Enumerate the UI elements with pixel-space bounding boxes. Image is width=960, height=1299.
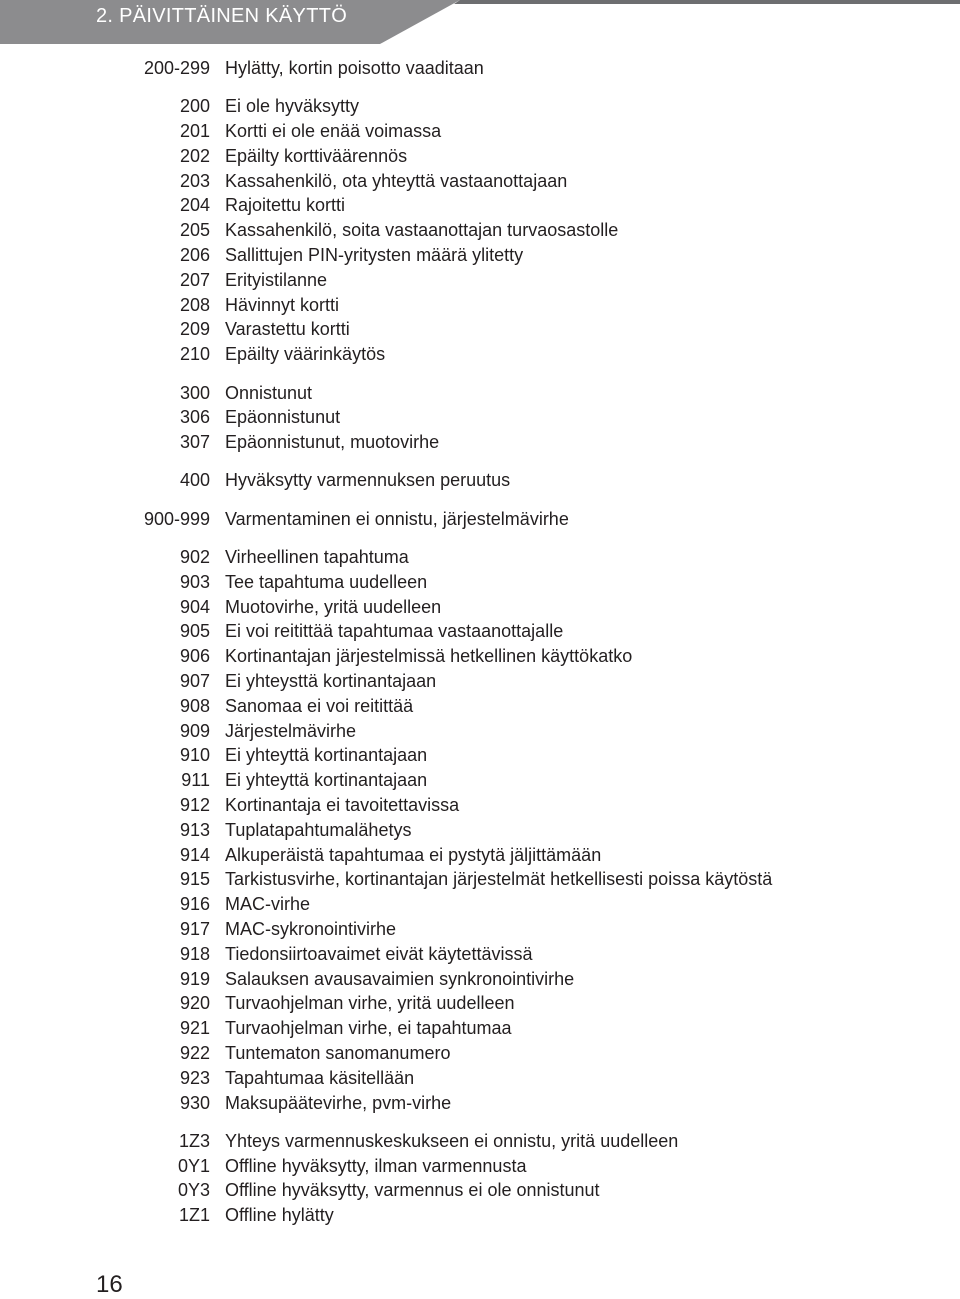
code-description: Kassahenkilö, ota yhteyttä vastaanottajaan — [225, 170, 568, 191]
code-row — [0, 743, 960, 768]
code-number: 0Y1 — [177, 1155, 210, 1176]
code-row — [0, 243, 960, 268]
code-description: Offline hylätty — [225, 1205, 334, 1226]
code-row — [0, 867, 960, 892]
code-row — [0, 843, 960, 868]
code-number: 300 — [179, 382, 210, 403]
code-description: Ei yhteyttä kortinantajaan — [225, 745, 428, 766]
code-row — [0, 1016, 960, 1041]
code-number: 204 — [179, 195, 210, 216]
code-number: 201 — [179, 121, 210, 142]
code-number: 307 — [179, 432, 210, 453]
code-description: Varastettu kortti — [225, 319, 350, 340]
code-description: Epäonnistunut — [225, 407, 341, 428]
code-description: Offline hyväksytty, varmennus ei ole onnistunut — [225, 1180, 600, 1201]
code-number: 907 — [179, 671, 210, 692]
code-number: 905 — [179, 621, 210, 642]
code-number: 1Z3 — [178, 1130, 210, 1151]
code-row — [0, 669, 960, 694]
code-description: Tapahtumaa käsitellään — [225, 1067, 415, 1088]
code-number: 900-999 — [143, 508, 210, 529]
code-number: 209 — [179, 319, 210, 340]
code-number: 930 — [179, 1092, 210, 1113]
code-description: Kortinantajan järjestelmissä hetkellinen käyttökatko — [225, 646, 633, 667]
code-number: 205 — [179, 220, 210, 241]
code-description: Ei ole hyväksytty — [225, 96, 360, 117]
code-number: 200 — [179, 96, 210, 117]
code-row — [0, 193, 960, 218]
code-row — [0, 268, 960, 293]
code-number: 208 — [179, 294, 210, 315]
chapter-header-band — [0, 0, 960, 44]
code-description: Epäilty korttiväärennös — [225, 145, 408, 166]
code-number: 913 — [179, 819, 210, 840]
code-row — [0, 967, 960, 992]
code-number: 918 — [179, 943, 210, 964]
code-number: 0Y3 — [177, 1180, 210, 1201]
code-number: 202 — [179, 145, 210, 166]
code-description: Sanomaa ei voi reitittää — [225, 695, 414, 716]
code-description: Maksupäätevirhe, pvm-virhe — [225, 1092, 452, 1113]
code-description: Ei voi reitittää tapahtumaa vastaanottajalle — [225, 621, 564, 642]
code-row — [0, 293, 960, 318]
code-number: 904 — [179, 596, 210, 617]
code-row — [0, 1203, 960, 1228]
code-row — [0, 991, 960, 1016]
code-number: 903 — [179, 571, 210, 592]
code-description: Hävinnyt kortti — [225, 294, 340, 315]
code-description: Järjestelmävirhe — [225, 720, 357, 741]
code-number: 400 — [179, 470, 210, 491]
code-number: 908 — [179, 695, 210, 716]
code-description: Epäilty väärinkäytös — [225, 344, 386, 365]
code-description: Hylätty, kortin poisotto vaaditaan — [225, 58, 484, 78]
code-row — [0, 719, 960, 744]
code-number: 917 — [179, 919, 210, 939]
code-description: Tiedonsiirtoavaimet eivät käytettävissä — [225, 943, 533, 964]
error-code-list — [0, 56, 960, 1228]
code-row — [0, 1066, 960, 1091]
code-number: 911 — [181, 770, 210, 791]
code-description: Erityistilanne — [225, 269, 328, 290]
code-row — [0, 570, 960, 595]
code-description: MAC-virhe — [225, 894, 311, 915]
code-description: Kortti ei ole enää voimassa — [225, 121, 442, 142]
code-number: 1Z1 — [178, 1205, 210, 1226]
code-number: 206 — [179, 245, 210, 266]
code-description: Yhteys varmennuskeskukseen ei onnistu, yritä uudelleen — [225, 1130, 679, 1151]
code-description: Ei yhteysttä kortinantajaan — [225, 671, 437, 692]
code-number: 922 — [179, 1042, 210, 1063]
code-description: MAC-sykronointivirhe — [225, 919, 397, 939]
code-description: Alkuperäistä tapahtumaa ei pystytä jäljittämään — [225, 844, 602, 865]
code-description: Salauksen avausavaimien synkronointivirhe — [225, 968, 575, 989]
code-number: 203 — [179, 170, 210, 191]
code-description: Tee tapahtuma uudelleen — [225, 571, 428, 592]
code-row — [0, 595, 960, 620]
code-description: Turvaohjelman virhe, ei tapahtumaa — [225, 1018, 512, 1039]
header-band-stripe — [454, 0, 960, 4]
code-description: Tarkistusvirhe, kortinantajan järjestelmät hetkellisesti poissa käytöstä — [225, 869, 773, 890]
code-number: 910 — [179, 745, 210, 766]
code-row — [0, 405, 960, 430]
code-number: 207 — [179, 269, 210, 290]
code-description: Rajoitettu kortti — [225, 195, 346, 216]
code-description: Kortinantaja ei tavoitettavissa — [225, 795, 460, 816]
code-row — [0, 1091, 960, 1116]
code-row — [0, 468, 960, 493]
page-number: 16 — [96, 1271, 123, 1298]
code-row — [0, 218, 960, 243]
code-row — [0, 892, 960, 917]
code-row — [0, 1154, 960, 1179]
code-row — [0, 430, 960, 455]
code-row — [0, 381, 960, 406]
code-number: 915 — [179, 869, 210, 890]
code-description: Virheellinen tapahtuma — [225, 547, 409, 568]
code-description: Sallittujen PIN-yritysten määrä ylitetty — [225, 245, 524, 266]
code-row — [0, 144, 960, 169]
code-description: Varmentaminen ei onnistu, järjestelmävirhe — [225, 508, 569, 529]
code-description: Hyväksytty varmennuksen peruutus — [225, 470, 511, 491]
code-description: Kassahenkilö, soita vastaanottajan turvaosastolle — [225, 220, 619, 241]
code-number: 306 — [179, 407, 210, 428]
code-row — [0, 545, 960, 570]
code-description: Offline hyväksytty, ilman varmennusta — [225, 1155, 527, 1176]
code-group-header — [0, 507, 960, 532]
code-number: 200-299 — [143, 58, 210, 78]
code-description: Tuntematon sanomanumero — [225, 1042, 451, 1063]
code-number: 909 — [179, 720, 210, 741]
code-number: 921 — [179, 1018, 210, 1039]
code-number: 923 — [179, 1067, 210, 1088]
chapter-title: 2. PÄIVITTÄINEN KÄYTTÖ — [96, 5, 348, 27]
code-number: 914 — [179, 844, 210, 865]
code-row — [0, 942, 960, 967]
code-row — [0, 694, 960, 719]
code-row — [0, 1178, 960, 1203]
code-description: Epäonnistunut, muotovirhe — [225, 432, 440, 453]
code-row — [0, 119, 960, 144]
code-number: 902 — [179, 547, 210, 568]
code-number: 210 — [179, 344, 210, 365]
code-row — [0, 342, 960, 367]
code-number: 906 — [179, 646, 210, 667]
code-number: 919 — [179, 968, 210, 989]
code-row — [0, 768, 960, 793]
code-description: Muotovirhe, yritä uudelleen — [225, 596, 442, 617]
code-row — [0, 644, 960, 669]
code-row — [0, 793, 960, 818]
code-row — [0, 818, 960, 843]
code-number: 912 — [179, 795, 210, 816]
code-number: 916 — [179, 894, 210, 915]
code-row — [0, 1129, 960, 1154]
code-row — [0, 169, 960, 194]
code-row — [0, 619, 960, 644]
code-row — [0, 917, 960, 942]
code-description: Turvaohjelman virhe, yritä uudelleen — [225, 993, 515, 1014]
code-description: Ei yhteyttä kortinantajaan — [225, 770, 428, 791]
code-row — [0, 317, 960, 342]
code-number: 920 — [179, 993, 210, 1014]
code-row — [0, 1041, 960, 1066]
code-description: Onnistunut — [225, 382, 313, 403]
code-group-header — [0, 56, 960, 81]
code-description: Tuplatapahtumalähetys — [225, 819, 412, 840]
code-row — [0, 94, 960, 119]
